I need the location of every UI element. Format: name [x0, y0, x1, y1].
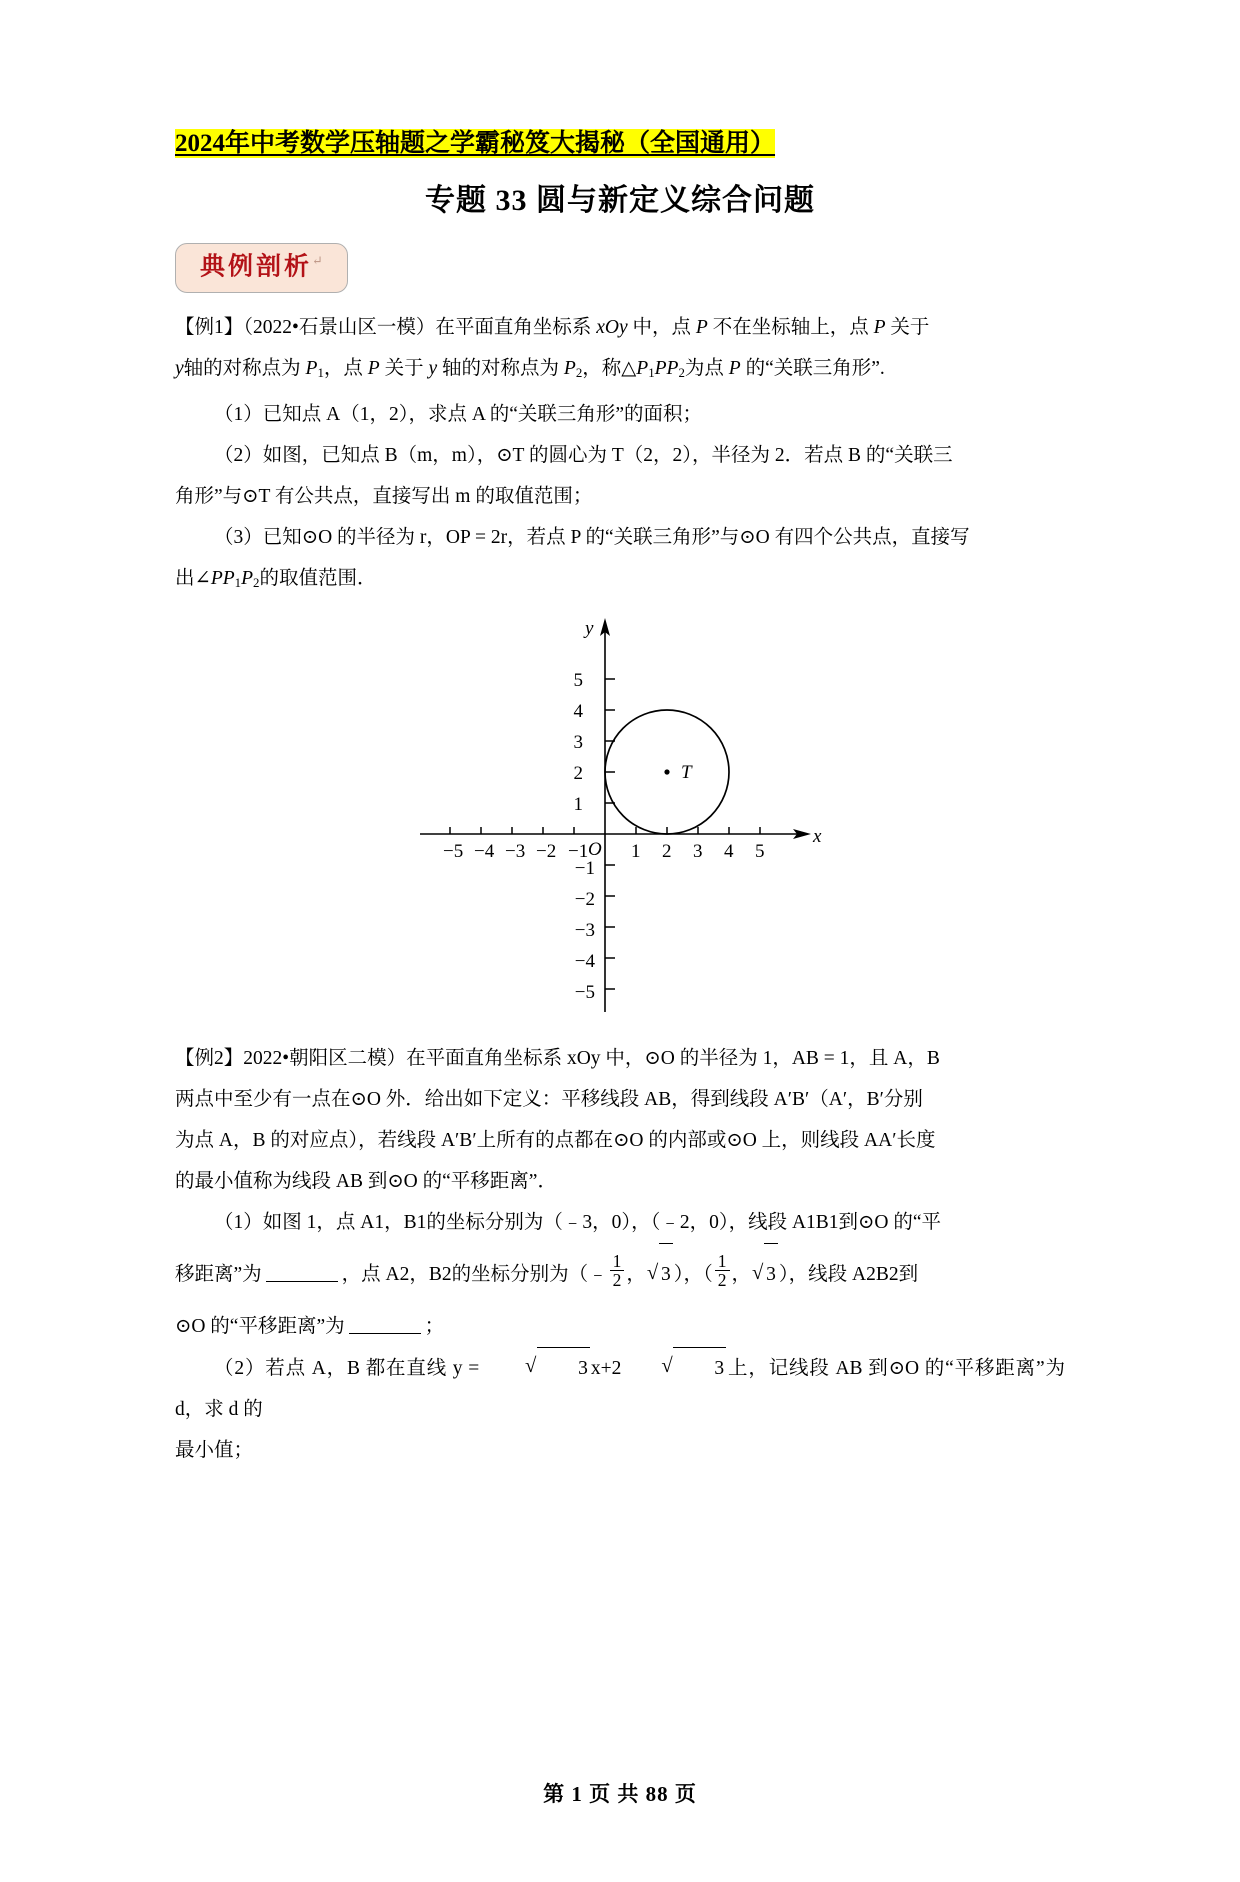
- pilcrow-icon: ↵: [312, 253, 323, 269]
- xtick--1: −1: [568, 840, 589, 862]
- example1-l2-p-end: P: [728, 357, 741, 379]
- example1-p2: [564, 358, 582, 379]
- xtick--2: −2: [536, 840, 557, 862]
- sqrt-radicand-4: 3: [673, 1347, 726, 1389]
- example1-tag: 【例1】: [175, 316, 244, 338]
- example1-l2-c: 关于: [379, 357, 429, 379]
- answer-blank-2[interactable]: [349, 1333, 421, 1334]
- xtick-3: 3: [693, 840, 703, 862]
- example1-xoy: xOy: [596, 316, 628, 338]
- example1-y-letter: y: [428, 357, 438, 379]
- ytick--1: −1: [574, 857, 595, 879]
- section-chip-wrap: [175, 243, 1065, 292]
- ytick--3: −3: [574, 919, 595, 941]
- section-chip-label: 典例剖析: [200, 253, 313, 281]
- example2-source: 2022•朝阳区二模）: [243, 1047, 407, 1069]
- example1-stem-c: 不在坐标轴上，点: [707, 316, 874, 338]
- example1-source: （2022•石景山区一模）: [243, 316, 436, 338]
- example1-triangle-p1pp2: $P_1PP_2$: [636, 357, 685, 380]
- p2-sub: 2: [575, 365, 583, 380]
- example1-q3-line2: 出$\angle PP_1P_2$的取值范围．: [175, 567, 377, 590]
- ytick-3: 3: [573, 731, 583, 753]
- ytick--5: −5: [574, 981, 595, 1003]
- label-origin: O: [588, 838, 602, 860]
- document-page: [0, 128, 1240, 1882]
- example1-q1: （1）已知点 A（1，2），求点 A 的“关联三角形”的面积；: [214, 403, 703, 425]
- example1-stem-a: 在平面直角坐标系: [435, 316, 597, 338]
- example1-line-1: [175, 307, 1065, 348]
- page-footer: 第 1 页 共 88 页: [543, 1782, 697, 1806]
- sqrt-3-d: [622, 1347, 726, 1389]
- example1-q2-line1: （2）如图，已知点 B（m，m），⊙T 的圆心为 T（2，2），半径为 2．若点 B 的“关联三: [214, 444, 953, 466]
- example2-q2-c: 上，记线段 AB 到⊙O 的“平移距离”为 d，求 d 的: [175, 1357, 1065, 1420]
- example2-line-1: [175, 1038, 1065, 1079]
- example1-l2-d: 轴的对称点为: [437, 357, 564, 379]
- sqrt-radicand-2: 3: [764, 1243, 778, 1306]
- fraction-numerator: 1: [610, 1252, 625, 1271]
- example1-q2-line2: 角形”与⊙T 有公共点，直接写出 m 的取值范围；: [175, 485, 593, 507]
- example2-tag: 【例2】: [175, 1047, 244, 1069]
- fraction-one-half-pos: [715, 1252, 730, 1290]
- fraction-denominator: 2: [612, 1270, 622, 1291]
- example-2-block: [175, 1038, 1065, 1471]
- xtick--4: −4: [474, 840, 495, 862]
- ytick-4: 4: [573, 700, 583, 722]
- example-1-block: [175, 307, 1065, 604]
- example1-stem-d: 关于: [885, 316, 930, 338]
- example2-line-3: 为点 A，B 的对应点），若线段 A′B′上所有的点都在⊙O 的内部或⊙O 上，则线段 AA′长度: [175, 1129, 936, 1151]
- sqrt-radicand: 3: [659, 1243, 673, 1306]
- xtick--3: −3: [505, 840, 526, 862]
- xtick-5: 5: [755, 840, 765, 862]
- example1-l2-g: 的“关联三角形”.: [740, 357, 885, 379]
- xtick-4: 4: [724, 840, 734, 862]
- example2-q1-l2-pre: 移距离”为: [175, 1263, 262, 1285]
- coordinate-plane-svg: [405, 612, 835, 1032]
- section-chip: [175, 243, 348, 292]
- label-y-axis: y: [585, 617, 594, 639]
- example1-p1: [306, 358, 324, 379]
- example2-q1-line1: （1）如图 1，点 A1，B1的坐标分别为（﹣3，0），（﹣2，0），线段 A1B1到⊙O 的“平: [214, 1211, 942, 1233]
- fraction-denominator-2: 2: [717, 1270, 727, 1291]
- example1-stem-b: 中，点: [627, 316, 696, 338]
- example1-x-axis-letter: y: [175, 357, 184, 379]
- example2-q2-b: x+2: [590, 1357, 622, 1379]
- example2-line-2: 两点中至少有一点在⊙O 外．给出如下定义：平移线段 AB，得到线段 A′B′（A′，B′分别: [175, 1088, 923, 1110]
- example1-l2-e: ，称△: [582, 357, 637, 379]
- example2-q1-l3-pre: ⊙O 的“平移距离”为: [175, 1315, 345, 1337]
- example1-l2-f: 为点: [684, 357, 729, 379]
- example2-l1: 在平面直角坐标系 xOy 中，⊙O 的半径为 1，AB = 1，且 A，B: [406, 1047, 940, 1069]
- answer-blank-1[interactable]: [266, 1281, 338, 1282]
- fraction-numerator-2: 1: [715, 1252, 730, 1271]
- example1-p-1: P: [695, 316, 708, 338]
- document-banner: [175, 128, 1065, 159]
- p2-letter: P: [563, 357, 576, 379]
- radical-sign-icon-4: √: [661, 1354, 673, 1377]
- example1-q3-line1: （3）已知⊙O 的半径为 r，OP = 2r，若点 P 的“关联三角形”与⊙O 有四个公共点，直接写: [214, 526, 970, 548]
- radical-sign-icon-2: √: [752, 1261, 764, 1284]
- example2-q2-line1: [175, 1347, 1065, 1430]
- xtick-1: 1: [631, 840, 641, 862]
- ytick-1: 1: [573, 793, 583, 815]
- sqrt-3-c: [486, 1347, 590, 1389]
- example1-l2-a: 轴的对称点为: [183, 357, 306, 379]
- radical-sign-icon-3: √: [525, 1354, 537, 1377]
- example1-p-2: P: [873, 316, 886, 338]
- page-title: 专题 33 圆与新定义综合问题: [425, 184, 815, 218]
- fraction-one-half-neg: [610, 1252, 625, 1290]
- sqrt-3-b: [752, 1243, 778, 1306]
- example1-line-2: [175, 348, 1065, 394]
- ytick-5: 5: [573, 669, 583, 691]
- ytick-2: 2: [573, 762, 583, 784]
- example2-q2-line2: 最小值；: [175, 1439, 254, 1461]
- coordinate-figure: [405, 612, 835, 1032]
- label-x-axis: x: [813, 825, 822, 847]
- example2-line-4: 的最小值称为线段 AB 到⊙O 的“平移距离”．: [175, 1170, 557, 1192]
- xtick-2: 2: [662, 840, 672, 862]
- label-T: T: [681, 761, 692, 783]
- point-T-dot: [664, 769, 669, 774]
- ytick--2: −2: [574, 888, 595, 910]
- example2-q1-l2-mid: ，点 A2，B2的坐标分别为（﹣: [341, 1263, 608, 1285]
- example2-q1-line3: [175, 1306, 1065, 1347]
- p1-sub: 1: [317, 365, 324, 380]
- example2-q1-l2-post: ），线段 A2B2到: [778, 1263, 919, 1285]
- example2-q2-a: （2）若点 A，B 都在直线 y =: [214, 1357, 485, 1379]
- p1-letter: P: [305, 357, 318, 379]
- example2-q1-line2: 移距离”为 ，点 A2，B2的坐标分别为（﹣ $\frac{1}{2}$ ， √ 3 ），（ $\frac{1}{2}$ ， √ 3 ），线段 A2B2到: [175, 1243, 1065, 1306]
- xtick--5: −5: [443, 840, 464, 862]
- sqrt-3-a: [647, 1243, 673, 1306]
- example2-q1-l3-post: ；: [424, 1315, 445, 1337]
- banner-text: 2024年中考数学压轴题之学霸秘笈大揭秘（全国通用）: [175, 130, 776, 157]
- radical-sign-icon: √: [646, 1261, 659, 1284]
- ytick--4: −4: [574, 950, 595, 972]
- example1-l2-b: ，点: [323, 357, 368, 379]
- sqrt-radicand-3: 3: [537, 1347, 590, 1389]
- example1-l2-p: P: [367, 357, 380, 379]
